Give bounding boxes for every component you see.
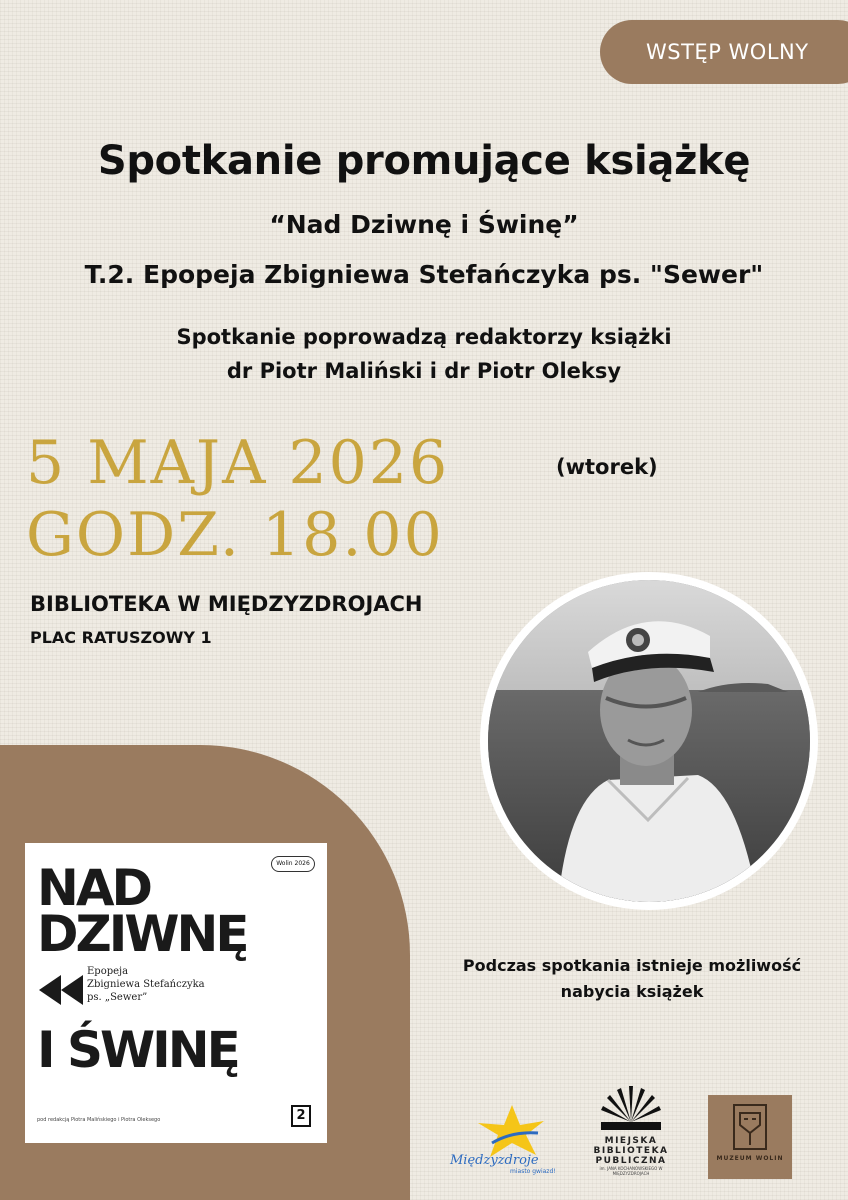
- sunburst-logo-icon: [599, 1082, 663, 1132]
- book-title: “Nad Dziwnę i Świnę”: [269, 210, 579, 239]
- purchase-line-2: nabycia książek: [560, 982, 704, 1001]
- cover-editors: pod redakcją Piotra Malińskiego i Piotra Oleksego: [37, 1117, 161, 1123]
- event-weekday: (wtorek): [556, 455, 658, 479]
- portrait-photo: [488, 580, 810, 902]
- book-subtitle: T.2. Epopeja Zbigniewa Stefańczyka ps. "Sewer": [84, 260, 764, 289]
- event-date: 5 MAJA 2026: [26, 428, 450, 498]
- book-cover: [25, 843, 327, 1143]
- cover-title-line-3: I ŚWINĘ: [37, 1021, 238, 1079]
- library-name-line-3: PUBLICZNA: [595, 1156, 667, 1166]
- library-logo: [586, 1082, 676, 1182]
- cover-volume-number: 2: [291, 1105, 311, 1127]
- miedzyzdroje-logo: [450, 1103, 570, 1183]
- miedzyzdroje-tagline: miasto gwiazd!: [510, 1168, 556, 1175]
- cover-title-line-1: NAD: [37, 859, 151, 917]
- hosts-line-1: Spotkanie poprowadzą redaktorzy książki: [176, 325, 672, 349]
- cover-title-line-2: DZIWNĘ: [37, 905, 247, 963]
- purchase-line-1: Podczas spotkania istnieje możliwość: [462, 956, 802, 975]
- free-entry-badge: WSTĘP WOLNY: [600, 20, 848, 84]
- museum-name: MUZEUM WOLIN: [716, 1155, 784, 1162]
- mask-logo-icon: [730, 1103, 770, 1151]
- cover-subtitle-line-2: Zbigniewa Stefańczyka: [87, 979, 205, 990]
- cover-subtitle-line-3: ps. „Sewer”: [87, 992, 148, 1003]
- miedzyzdroje-name: Międzyzdroje: [450, 1153, 539, 1168]
- hosts-line-2: dr Piotr Maliński i dr Piotr Oleksy: [226, 359, 622, 383]
- portrait-illustration: [488, 580, 810, 902]
- hosts-block: [0, 320, 848, 388]
- cover-subtitle-line-1: Epopeja: [87, 966, 129, 977]
- event-time: GODZ. 18.00: [26, 500, 444, 570]
- cover-badge: Wolin 2026: [271, 856, 315, 872]
- library-name-line-1: MIEJSKA: [604, 1136, 658, 1146]
- purchase-note: [432, 953, 832, 1005]
- rewind-icon: [39, 975, 83, 1005]
- venue-name: BIBLIOTEKA W MIĘDZYZDROJACH: [30, 592, 423, 616]
- event-title: Spotkanie promujące książkę: [97, 138, 751, 184]
- library-subtitle: im. JANA KOCHANOWSKIEGO W MIĘDZYZDROJACH: [599, 1166, 663, 1176]
- library-name-line-2: BIBLIOTEKA: [593, 1146, 669, 1156]
- museum-logo: [708, 1095, 792, 1179]
- venue-address: PLAC RATUSZOWY 1: [30, 628, 212, 647]
- star-logo-icon: [472, 1103, 552, 1159]
- cover-subtitle: [87, 965, 205, 1004]
